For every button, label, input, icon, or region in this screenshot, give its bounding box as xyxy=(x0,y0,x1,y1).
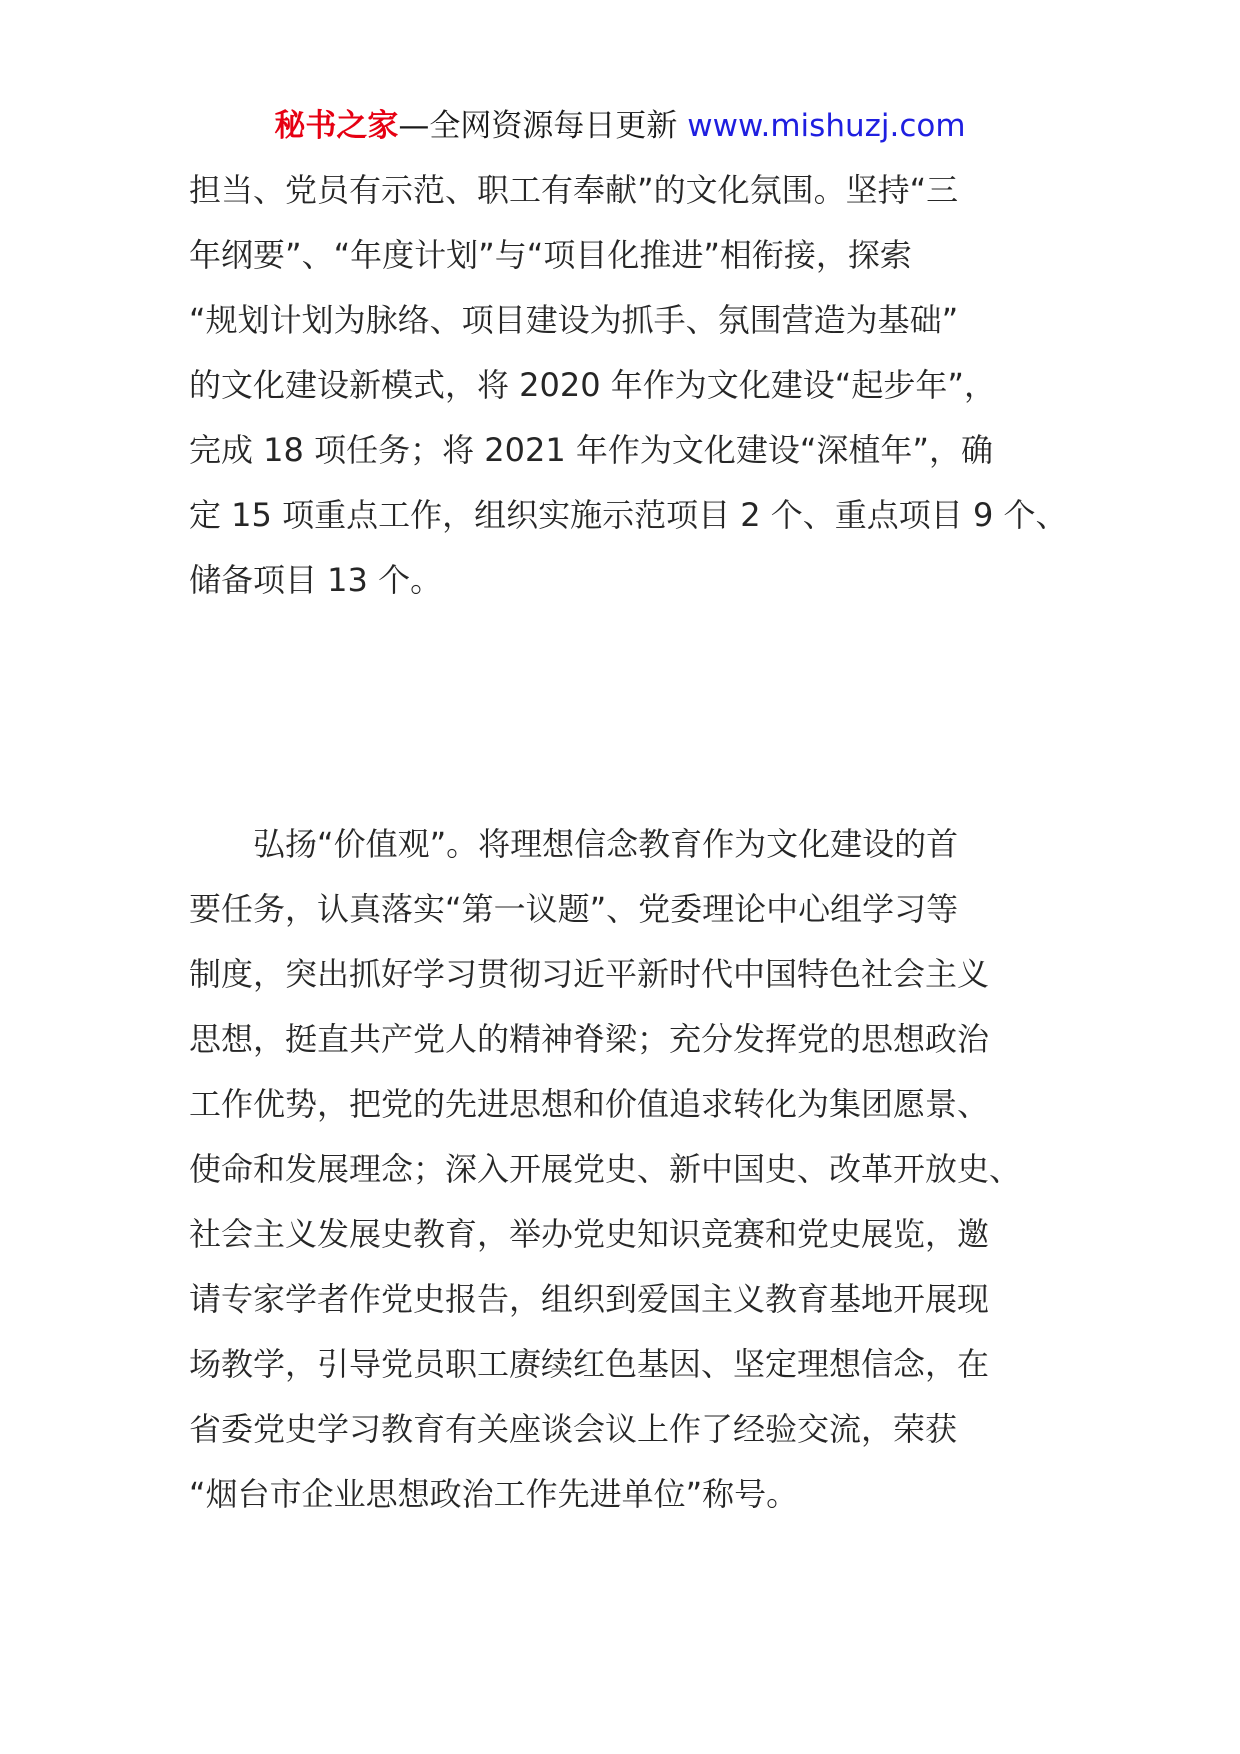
paragraph-line: “烟台市企业思想政治工作先进单位”称号。 xyxy=(189,1475,799,1513)
paragraph-line: 思想，挺直共产党人的精神脊梁；充分发挥党的思想政治 xyxy=(189,1020,990,1058)
paragraph-line: 储备项目 13 个。 xyxy=(189,561,443,599)
paragraph-line: 使命和发展理念；深入开展党史、新中国史、改革开放史、 xyxy=(189,1150,1022,1188)
paragraph-line: 请专家学者作党史报告，组织到爱国主义教育基地开展现 xyxy=(189,1280,990,1318)
paragraph-line: 社会主义发展史教育，举办党史知识竞赛和党史展览，邀 xyxy=(189,1215,990,1253)
body-paragraph xyxy=(189,812,1089,1527)
paragraph-line: 的文化建设新模式，将 2020 年作为文化建设“起步年”， xyxy=(189,366,996,404)
paragraph-line: 工作优势，把党的先进思想和价值追求转化为集团愿景、 xyxy=(189,1085,990,1123)
site-url-link[interactable]: www.mishuzj.com xyxy=(687,108,966,144)
paragraph-line: 年纲要”、“年度计划”与“项目化推进”相衔接，探索 xyxy=(189,236,912,274)
page-header xyxy=(0,104,1240,148)
paragraph-line: 制度，突出抓好学习贯彻习近平新时代中国特色社会主义 xyxy=(189,955,990,993)
paragraph-line: 担当、党员有示范、职工有奉献”的文化氛围。坚持“三 xyxy=(189,171,959,209)
paragraph-line: 要任务，认真落实“第一议题”、党委理论中心组学习等 xyxy=(189,890,959,928)
paragraph-line: “规划计划为脉络、项目建设为抓手、氛围营造为基础” xyxy=(189,301,959,339)
paragraph-line: 定 15 项重点工作，组织实施示范项目 2 个、重点项目 9 个、 xyxy=(189,496,1068,534)
paragraph-line: 场教学，引导党员职工赓续红色基因、坚定理想信念，在 xyxy=(189,1345,990,1383)
paragraph-line: 完成 18 项任务；将 2021 年作为文化建设“深植年”，确 xyxy=(189,431,994,469)
body-paragraph xyxy=(189,158,1089,613)
site-brand: 秘书之家 xyxy=(274,108,399,144)
paragraph-line: 弘扬“价值观”。将理想信念教育作为文化建设的首 xyxy=(189,825,959,863)
site-tagline: —全网资源每日更新 xyxy=(398,108,688,144)
paragraph-line: 省委党史学习教育有关座谈会议上作了经验交流，荣获 xyxy=(189,1410,958,1448)
